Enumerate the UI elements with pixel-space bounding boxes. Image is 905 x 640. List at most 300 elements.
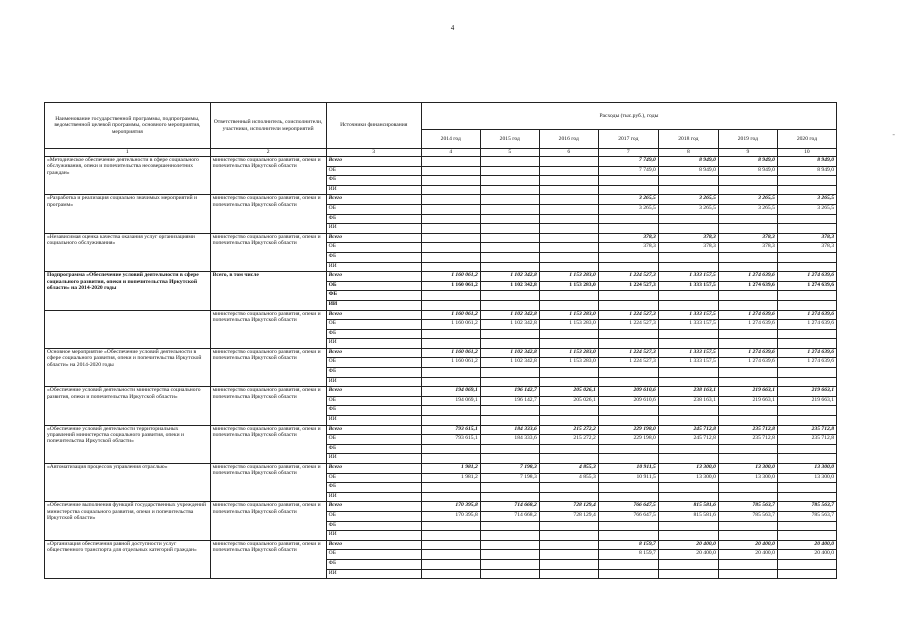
amount-cell — [777, 252, 836, 262]
amount-cell — [777, 214, 836, 224]
funding-source: Всего — [326, 348, 421, 358]
amount-cell — [539, 569, 598, 579]
funding-source: ИИ — [326, 416, 421, 426]
amount-cell: 1 160 061,2 — [421, 320, 480, 330]
amount-cell: 238 163,1 — [658, 396, 718, 406]
amount-cell — [421, 339, 480, 349]
amount-cell — [658, 252, 718, 262]
amount-cell: 219 663,1 — [777, 387, 836, 397]
amount-cell — [718, 406, 777, 416]
amount-cell — [539, 233, 598, 243]
executor: министерство социального развития, опеки и попечительства Иркутской области — [210, 387, 326, 425]
amount-cell — [421, 559, 480, 569]
amount-cell — [718, 214, 777, 224]
amount-cell: 766 647,5 — [598, 502, 658, 512]
amount-cell: 238 163,1 — [658, 387, 718, 397]
program-name: «Обеспечение условий деятельности министерства социального развития, опеки и попечительства Иркутской области» — [45, 387, 211, 425]
amount-cell — [658, 224, 718, 234]
amount-cell: 205 026,1 — [539, 387, 598, 397]
amount-cell: 785 563,7 — [777, 511, 836, 521]
amount-cell: 245 712,8 — [658, 425, 718, 435]
amount-cell — [480, 300, 539, 310]
amount-cell — [421, 157, 480, 167]
amount-cell: 1 981,2 — [421, 473, 480, 483]
amount-cell: 215 272,2 — [539, 425, 598, 435]
amount-cell: 219 663,1 — [718, 387, 777, 397]
amount-cell: 196 142,7 — [480, 396, 539, 406]
amount-cell: 4 855,3 — [539, 473, 598, 483]
funding-source: ФБ — [326, 483, 421, 493]
amount-cell — [658, 262, 718, 272]
amount-cell: 13 300,0 — [658, 473, 718, 483]
column-index: 8 — [658, 149, 718, 157]
amount-cell: 194 069,1 — [421, 387, 480, 397]
header-name: Наименование государственной программы, подпрограммы, ведомственной целевой программы, основного мероприятия, мероприятия — [45, 103, 211, 149]
funding-source: ОБ — [326, 396, 421, 406]
amount-cell — [718, 531, 777, 541]
amount-cell: 815 581,6 — [658, 502, 718, 512]
table-row — [45, 464, 837, 474]
amount-cell — [539, 185, 598, 195]
amount-cell: 1 274 639,6 — [777, 358, 836, 368]
amount-cell — [777, 406, 836, 416]
amount-cell: 1 274 639,6 — [777, 348, 836, 358]
funding-source: Всего — [326, 272, 421, 282]
amount-cell — [539, 368, 598, 378]
financing-table — [44, 102, 837, 579]
amount-cell — [658, 176, 718, 186]
program-name: «Автоматизация процессов управления отраслью» — [45, 464, 211, 502]
amount-cell — [598, 300, 658, 310]
amount-cell: 1 153 283,0 — [539, 348, 598, 358]
amount-cell: 1 153 283,0 — [539, 281, 598, 291]
amount-cell — [539, 521, 598, 531]
amount-cell — [658, 569, 718, 579]
amount-cell: 3 265,5 — [658, 195, 718, 205]
amount-cell — [421, 214, 480, 224]
executor: министерство социального развития, опеки и попечительства Иркутской области — [210, 348, 326, 386]
amount-cell — [598, 176, 658, 186]
amount-cell — [598, 559, 658, 569]
amount-cell — [658, 416, 718, 426]
amount-cell — [658, 300, 718, 310]
funding-source: ИИ — [326, 300, 421, 310]
amount-cell: 235 712,8 — [777, 425, 836, 435]
amount-cell — [718, 444, 777, 454]
amount-cell — [480, 233, 539, 243]
executor: министерство социального развития, опеки и попечительства Иркутской области — [210, 233, 326, 271]
table-row — [45, 540, 837, 550]
amount-cell: 8 949,0 — [718, 157, 777, 167]
amount-cell: 8 159,7 — [598, 550, 658, 560]
amount-cell: 785 563,7 — [718, 502, 777, 512]
amount-cell: 229 198,0 — [598, 435, 658, 445]
amount-cell — [777, 416, 836, 426]
amount-cell — [480, 214, 539, 224]
amount-cell: 793 615,1 — [421, 435, 480, 445]
amount-cell — [421, 540, 480, 550]
amount-cell — [598, 454, 658, 464]
program-name: Подпрограмма «Обеспечение условий деятельности в сфере социального развития, опеки и попечительства Иркутской области» на 2014-2020 годы — [45, 272, 211, 310]
amount-cell: 7 198,3 — [480, 473, 539, 483]
amount-cell — [421, 204, 480, 214]
funding-source: Всего — [326, 387, 421, 397]
amount-cell — [539, 243, 598, 253]
column-index: 5 — [480, 149, 539, 157]
amount-cell — [480, 559, 539, 569]
amount-cell — [539, 204, 598, 214]
amount-cell: 1 102 342,8 — [480, 320, 539, 330]
amount-cell — [421, 262, 480, 272]
amount-cell: 13 300,0 — [718, 464, 777, 474]
amount-cell — [421, 377, 480, 387]
amount-cell — [539, 559, 598, 569]
amount-cell: 1 102 342,8 — [480, 358, 539, 368]
header-year: 2019 год — [718, 130, 777, 149]
header-year: 2020 год — [777, 130, 836, 149]
funding-source: ФБ — [326, 444, 421, 454]
amount-cell — [480, 185, 539, 195]
amount-cell: 1 333 157,5 — [658, 358, 718, 368]
table-row — [45, 272, 837, 282]
amount-cell — [718, 300, 777, 310]
amount-cell — [718, 377, 777, 387]
funding-source: ИИ — [326, 531, 421, 541]
amount-cell — [718, 569, 777, 579]
program-name: «Обеспечение выполнения функций государственных учреждений министерства социального развития, опеки и попечительства Иркутской области» — [45, 502, 211, 540]
amount-cell — [480, 569, 539, 579]
amount-cell — [658, 531, 718, 541]
margin-mark: - — [892, 130, 895, 139]
amount-cell: 8 949,0 — [658, 157, 718, 167]
amount-cell: 235 712,8 — [777, 435, 836, 445]
amount-cell — [598, 531, 658, 541]
amount-cell: 1 102 342,8 — [480, 272, 539, 282]
funding-source: Всего — [326, 540, 421, 550]
amount-cell — [539, 377, 598, 387]
funding-source: ОБ — [326, 358, 421, 368]
funding-source: ОБ — [326, 166, 421, 176]
table-row — [45, 195, 837, 205]
amount-cell — [539, 157, 598, 167]
funding-source: ОБ — [326, 204, 421, 214]
amount-cell — [421, 166, 480, 176]
amount-cell — [421, 185, 480, 195]
amount-cell — [777, 483, 836, 493]
amount-cell — [421, 368, 480, 378]
amount-cell — [598, 416, 658, 426]
amount-cell — [539, 454, 598, 464]
amount-cell — [480, 444, 539, 454]
amount-cell — [480, 204, 539, 214]
amount-cell — [480, 483, 539, 493]
amount-cell: 3 265,5 — [777, 195, 836, 205]
table-row — [45, 348, 837, 358]
amount-cell — [539, 550, 598, 560]
amount-cell — [598, 214, 658, 224]
amount-cell — [421, 243, 480, 253]
amount-cell — [539, 483, 598, 493]
amount-cell — [480, 157, 539, 167]
amount-cell — [421, 224, 480, 234]
program-name: «Разработка и реализация социально значимых мероприятий и программ» — [45, 195, 211, 233]
header-year: 2018 год — [658, 130, 718, 149]
amount-cell: 215 272,2 — [539, 435, 598, 445]
funding-source: ОБ — [326, 550, 421, 560]
table-row — [45, 387, 837, 397]
amount-cell — [718, 454, 777, 464]
amount-cell — [598, 569, 658, 579]
amount-cell — [598, 262, 658, 272]
amount-cell: 194 069,1 — [421, 396, 480, 406]
program-name: «Организация обеспечения равной доступности услуг общественного транспорта для отдельных категорий граждан» — [45, 540, 211, 578]
amount-cell: 1 274 639,6 — [777, 320, 836, 330]
table-body — [45, 157, 837, 579]
executor: министерство социального развития, опеки и попечительства Иркутской области — [210, 540, 326, 578]
amount-cell: 714 668,2 — [480, 502, 539, 512]
amount-cell — [777, 224, 836, 234]
amount-cell: 1 333 157,5 — [658, 281, 718, 291]
amount-cell: 184 333,6 — [480, 425, 539, 435]
amount-cell — [598, 291, 658, 301]
amount-cell — [539, 444, 598, 454]
amount-cell — [658, 377, 718, 387]
executor: министерство социального развития, опеки и попечительства Иркутской области — [210, 425, 326, 463]
amount-cell — [658, 559, 718, 569]
amount-cell — [658, 492, 718, 502]
header-expenses: Расходы (тыс.руб.), годы — [421, 103, 836, 130]
amount-cell — [480, 166, 539, 176]
amount-cell — [777, 377, 836, 387]
amount-cell: 1 102 342,8 — [480, 281, 539, 291]
amount-cell: 245 712,8 — [658, 435, 718, 445]
funding-source: Всего — [326, 464, 421, 474]
amount-cell — [480, 540, 539, 550]
funding-source: ФБ — [326, 291, 421, 301]
amount-cell: 378,3 — [718, 243, 777, 253]
amount-cell — [539, 416, 598, 426]
amount-cell: 3 265,5 — [598, 195, 658, 205]
amount-cell — [421, 550, 480, 560]
amount-cell: 3 265,5 — [658, 204, 718, 214]
amount-cell — [421, 492, 480, 502]
funding-source: Всего — [326, 157, 421, 167]
amount-cell — [421, 406, 480, 416]
amount-cell: 1 224 527,3 — [598, 281, 658, 291]
amount-cell — [658, 329, 718, 339]
amount-cell: 7 198,3 — [480, 464, 539, 474]
amount-cell — [539, 224, 598, 234]
amount-cell — [718, 329, 777, 339]
amount-cell — [539, 291, 598, 301]
funding-source: ФБ — [326, 329, 421, 339]
amount-cell: 7 749,0 — [598, 166, 658, 176]
amount-cell — [480, 550, 539, 560]
amount-cell: 3 265,5 — [718, 204, 777, 214]
amount-cell — [421, 531, 480, 541]
amount-cell: 1 160 061,2 — [421, 281, 480, 291]
amount-cell — [480, 377, 539, 387]
amount-cell — [421, 195, 480, 205]
amount-cell — [480, 454, 539, 464]
amount-cell: 1 224 527,3 — [598, 272, 658, 282]
amount-cell — [598, 339, 658, 349]
funding-source: Всего — [326, 310, 421, 320]
executor: министерство социального развития, опеки и попечительства Иркутской области — [210, 464, 326, 502]
amount-cell — [539, 214, 598, 224]
amount-cell: 7 749,0 — [598, 157, 658, 167]
amount-cell — [539, 195, 598, 205]
amount-cell — [421, 291, 480, 301]
funding-source: ФБ — [326, 214, 421, 224]
amount-cell — [598, 483, 658, 493]
amount-cell: 1 160 061,2 — [421, 348, 480, 358]
table-row — [45, 157, 837, 167]
amount-cell — [598, 185, 658, 195]
amount-cell: 1 274 639,6 — [777, 281, 836, 291]
amount-cell — [718, 262, 777, 272]
amount-cell — [598, 521, 658, 531]
funding-source: ИИ — [326, 185, 421, 195]
amount-cell — [480, 339, 539, 349]
amount-cell — [480, 329, 539, 339]
amount-cell — [480, 531, 539, 541]
amount-cell — [539, 406, 598, 416]
amount-cell — [658, 454, 718, 464]
funding-source: ФБ — [326, 406, 421, 416]
amount-cell: 209 610,6 — [598, 387, 658, 397]
column-index: 4 — [421, 149, 480, 157]
header-year: 2017 год — [598, 130, 658, 149]
amount-cell — [539, 300, 598, 310]
amount-cell: 3 265,5 — [718, 195, 777, 205]
funding-source: Всего — [326, 233, 421, 243]
amount-cell: 20 400,0 — [658, 540, 718, 550]
amount-cell: 8 949,0 — [658, 166, 718, 176]
amount-cell — [658, 483, 718, 493]
amount-cell: 728 129,4 — [539, 502, 598, 512]
funding-source: ИИ — [326, 339, 421, 349]
executor: министерство социального развития, опеки и попечительства Иркутской области — [210, 157, 326, 195]
column-index: 7 — [598, 149, 658, 157]
amount-cell: 1 160 061,2 — [421, 310, 480, 320]
amount-cell — [421, 252, 480, 262]
amount-cell — [421, 454, 480, 464]
amount-cell — [777, 569, 836, 579]
header-year: 2015 год — [480, 130, 539, 149]
column-index: 9 — [718, 149, 777, 157]
amount-cell — [539, 540, 598, 550]
amount-cell — [421, 176, 480, 186]
amount-cell: 1 333 157,5 — [658, 320, 718, 330]
page-number: 4 — [450, 24, 455, 32]
table-row — [45, 425, 837, 435]
funding-source: ОБ — [326, 435, 421, 445]
amount-cell — [480, 195, 539, 205]
amount-cell — [777, 454, 836, 464]
amount-cell — [658, 339, 718, 349]
amount-cell — [718, 291, 777, 301]
column-index: 1 — [45, 149, 211, 157]
amount-cell: 20 400,0 — [718, 540, 777, 550]
amount-cell — [718, 185, 777, 195]
amount-cell — [658, 368, 718, 378]
amount-cell — [421, 521, 480, 531]
amount-cell: 378,3 — [658, 243, 718, 253]
funding-source: ОБ — [326, 511, 421, 521]
amount-cell — [658, 291, 718, 301]
amount-cell — [480, 368, 539, 378]
amount-cell: 170 395,8 — [421, 511, 480, 521]
amount-cell: 8 159,7 — [598, 540, 658, 550]
funding-source: ФБ — [326, 521, 421, 531]
amount-cell: 13 300,0 — [777, 464, 836, 474]
amount-cell — [598, 377, 658, 387]
amount-cell — [480, 262, 539, 272]
amount-cell — [539, 492, 598, 502]
amount-cell: 1 274 639,6 — [718, 310, 777, 320]
amount-cell — [718, 224, 777, 234]
amount-cell — [598, 252, 658, 262]
funding-source: ИИ — [326, 262, 421, 272]
amount-cell — [421, 233, 480, 243]
amount-cell: 4 855,3 — [539, 464, 598, 474]
program-name: «Обеспечение условий деятельности территориальных управлений министерства социального развития, опеки и попечительства Иркутской области» — [45, 425, 211, 463]
amount-cell — [598, 329, 658, 339]
amount-cell: 1 274 639,6 — [777, 310, 836, 320]
amount-cell: 10 911,5 — [598, 464, 658, 474]
amount-cell — [658, 185, 718, 195]
amount-cell — [777, 300, 836, 310]
amount-cell: 1 333 157,5 — [658, 310, 718, 320]
amount-cell — [718, 339, 777, 349]
amount-cell: 3 265,5 — [598, 204, 658, 214]
amount-cell — [421, 300, 480, 310]
amount-cell: 766 647,5 — [598, 511, 658, 521]
amount-cell: 20 400,0 — [718, 550, 777, 560]
amount-cell: 170 395,8 — [421, 502, 480, 512]
funding-source: Всего — [326, 502, 421, 512]
amount-cell — [777, 444, 836, 454]
amount-cell — [480, 291, 539, 301]
amount-cell — [777, 521, 836, 531]
amount-cell: 1 333 157,5 — [658, 348, 718, 358]
amount-cell: 205 026,1 — [539, 396, 598, 406]
amount-cell: 3 265,5 — [777, 204, 836, 214]
amount-cell: 1 153 283,0 — [539, 272, 598, 282]
amount-cell: 13 300,0 — [658, 464, 718, 474]
amount-cell — [480, 406, 539, 416]
amount-cell: 1 981,2 — [421, 464, 480, 474]
amount-cell: 1 102 342,8 — [480, 310, 539, 320]
amount-cell: 184 333,6 — [480, 435, 539, 445]
amount-cell — [658, 214, 718, 224]
column-index: 3 — [326, 149, 421, 157]
table-row — [45, 502, 837, 512]
amount-cell: 235 712,8 — [718, 435, 777, 445]
amount-cell — [480, 416, 539, 426]
amount-cell — [421, 483, 480, 493]
amount-cell — [718, 416, 777, 426]
amount-cell — [718, 521, 777, 531]
amount-cell: 1 224 527,3 — [598, 348, 658, 358]
amount-cell — [421, 444, 480, 454]
funding-source: ИИ — [326, 492, 421, 502]
amount-cell — [658, 406, 718, 416]
amount-cell: 1 274 639,6 — [718, 320, 777, 330]
amount-cell — [480, 176, 539, 186]
amount-cell — [421, 329, 480, 339]
